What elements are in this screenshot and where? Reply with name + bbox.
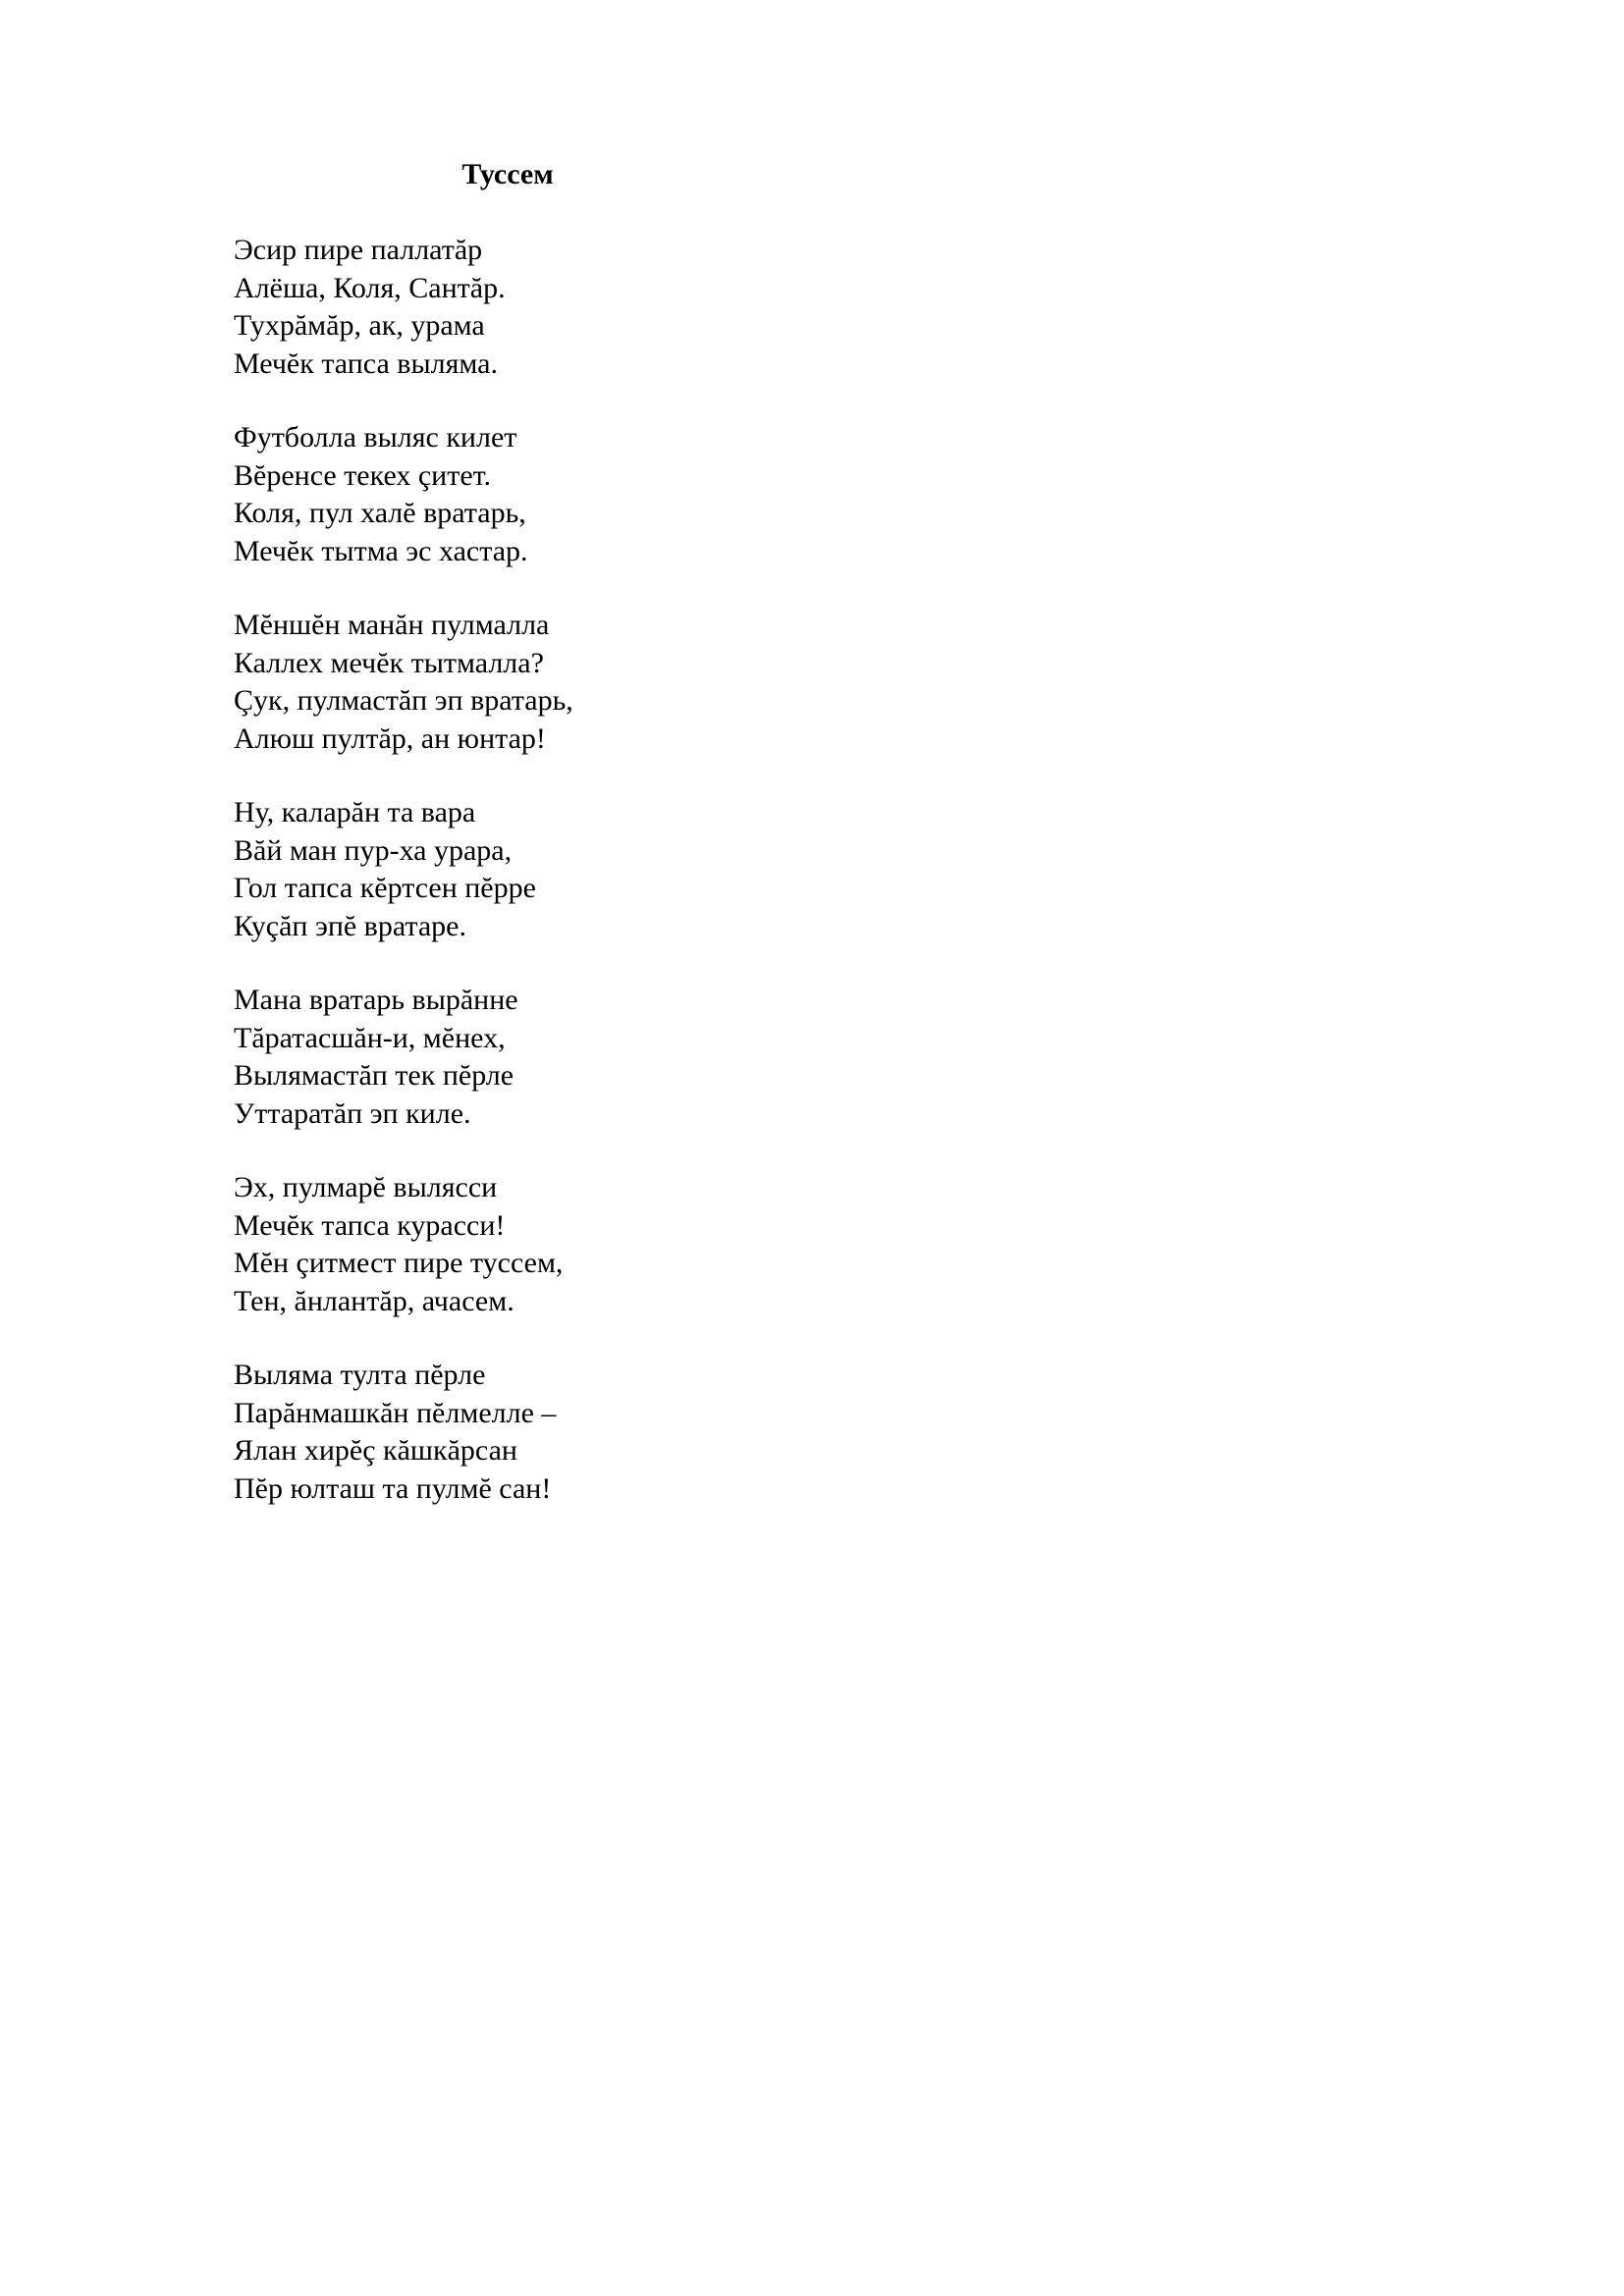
poem-line: Ну, каларăн та вара — [234, 796, 476, 828]
stanza — [234, 419, 573, 570]
poem-line: Тен, ăнлантăр, ачасем. — [234, 1284, 514, 1317]
poem-line: Эх, пулмарĕ вылясси — [234, 1171, 498, 1203]
stanza — [234, 794, 573, 945]
poem-title: Туссем — [461, 158, 554, 190]
poem-line: Выляма тулта пĕрле — [234, 1359, 486, 1391]
poem-line: Коля, пул халĕ вратарь, — [234, 497, 526, 529]
poem-line: Эсир пире паллатăр — [234, 234, 483, 266]
poem-line: Пĕр юлташ та пулмĕ сан! — [234, 1471, 552, 1505]
poem-line: Мечĕк тапса выляма. — [234, 347, 498, 380]
poem-line: Çук, пулмастăп эп вратарь, — [234, 684, 573, 717]
poem-line: Куçăп эпĕ вратаре. — [234, 909, 466, 942]
poem-line: Уттаратăп эп киле. — [234, 1096, 471, 1130]
poem-line: Алюш пултăр, ан юнтар! — [234, 721, 546, 755]
poem-line: Вăй ман пур-ха урара, — [234, 833, 513, 867]
stanza — [234, 607, 573, 758]
poem-line: Мĕн çитмест пире туссем, — [234, 1247, 564, 1279]
poem-line: Футболла выляс килет — [234, 421, 517, 454]
stanza — [234, 1357, 573, 1508]
poem-line: Вĕренсе текех çитет. — [234, 458, 492, 492]
poem-line: Алёша, Коля, Сантăр. — [234, 271, 506, 304]
poem-line: Тăратасшăн-и, мĕнех, — [234, 1021, 506, 1054]
poem-line: Гол тапса кĕртсен пĕрре — [234, 872, 536, 904]
stanza — [234, 982, 573, 1133]
poem-line: Мĕншĕн манăн пулмалла — [234, 609, 550, 641]
stanza — [234, 1169, 573, 1320]
poem-line: Вылямастăп тек пĕрле — [234, 1059, 514, 1092]
poem-line: Мечĕк тытма эс хастар. — [234, 534, 528, 567]
poem-line: Тухрăмăр, ак, урама — [234, 309, 485, 342]
poem-line: Каллех мечĕк тытмалла? — [234, 646, 544, 679]
poem-line: Парăнмашкăн пĕлмелле – — [234, 1396, 557, 1429]
poem-line: Ялан хирĕç кăшкăрсан — [234, 1434, 517, 1467]
poem-line: Мана вратарь вырăнне — [234, 984, 518, 1016]
poem-line: Мечĕк тапса курасси! — [234, 1208, 506, 1242]
stanza — [234, 232, 573, 383]
poem-body — [234, 232, 573, 1544]
